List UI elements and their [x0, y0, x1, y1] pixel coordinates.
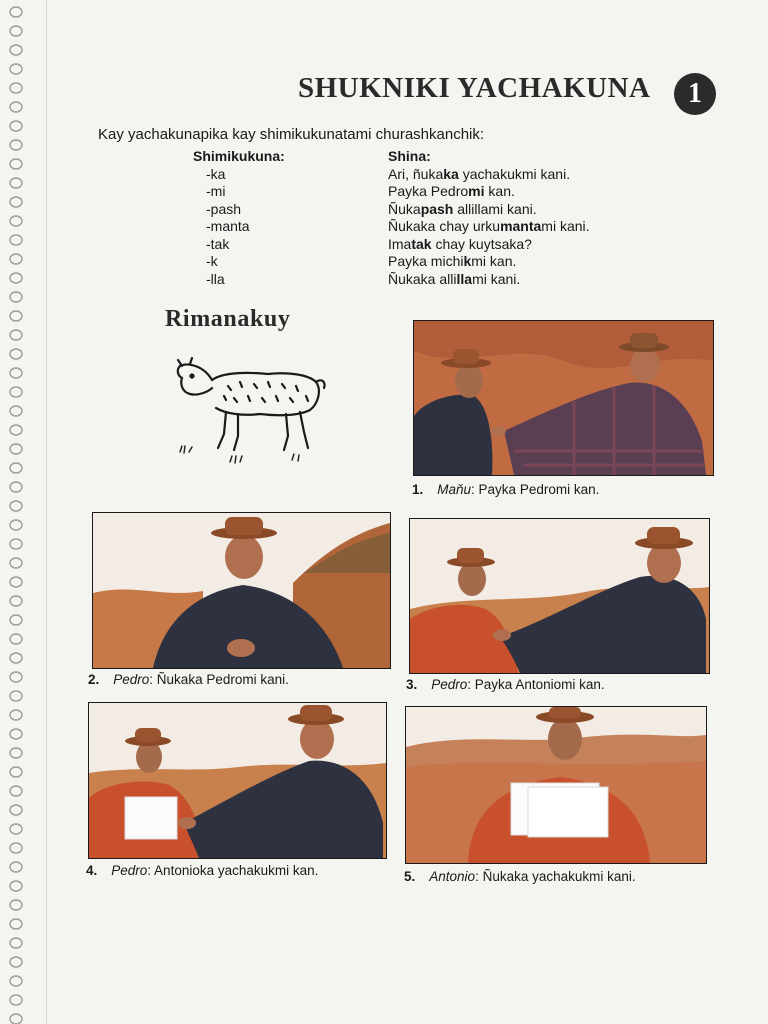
dialogue-caption-5: 5. Antonio: Ñukaka yachakukmi kani. — [404, 869, 636, 884]
example-heading: Shina: — [388, 148, 431, 164]
suffix-item: -mi — [206, 183, 226, 199]
binding-ring — [10, 368, 22, 378]
binding-ring — [10, 425, 22, 435]
example-sentence: Ñukaka allillami kani. — [388, 270, 521, 287]
binding-ring — [10, 615, 22, 625]
suffix-item: -k — [206, 253, 218, 269]
binding-ring — [10, 596, 22, 606]
binding-ring — [10, 672, 22, 682]
dialogue-photo-5 — [405, 706, 707, 864]
suffix-item: -manta — [206, 218, 250, 234]
dialogue-photo-1 — [413, 320, 714, 476]
suffix-item: -tak — [206, 235, 230, 252]
binding-ring — [10, 805, 22, 815]
binding-ring — [10, 501, 22, 511]
binding-ring — [10, 349, 22, 359]
binding-ring — [10, 7, 22, 17]
dialogue-photo-2 — [92, 512, 391, 669]
binding-ring — [10, 520, 22, 530]
binding-ring — [10, 824, 22, 834]
suffix-item: -lla — [206, 270, 225, 287]
binding-ring — [10, 634, 22, 644]
binding-ring — [10, 786, 22, 796]
binding-ring — [10, 729, 22, 739]
example-list — [388, 148, 590, 288]
page-title: SHUKNIKI YACHAKUNA — [298, 72, 651, 104]
binding-ring — [10, 995, 22, 1005]
dialogue-caption-4: 4. Pedro: Antonioka yachakukmi kan. — [86, 863, 319, 878]
binding-ring — [10, 463, 22, 473]
lesson-number-badge: 1 — [674, 73, 716, 115]
binding-ring — [10, 216, 22, 226]
suffix-list — [193, 148, 285, 288]
binding-ring — [10, 83, 22, 93]
suffix-item: -pash — [206, 200, 242, 217]
binding-ring — [10, 102, 22, 112]
dialogue-caption-3: 3. Pedro: Payka Antoniomi kan. — [406, 677, 605, 692]
binding-ring — [10, 767, 22, 777]
binding-ring — [10, 330, 22, 340]
sheep-illustration — [168, 352, 328, 470]
section-title-dialogue: Rimanakuy — [165, 306, 291, 332]
binding-ring — [10, 710, 22, 720]
binding-ring — [10, 881, 22, 891]
binding-ring — [10, 178, 22, 188]
binding-ring — [10, 976, 22, 986]
example-sentence: Ari, ñukaka yachakukmi kani. — [388, 165, 571, 182]
suffix-heading: Shimikukuna: — [193, 148, 285, 164]
binding-ring — [10, 159, 22, 169]
binding-ring — [10, 653, 22, 663]
example-sentence: Payka Pedromi kan. — [388, 183, 515, 199]
binding-ring — [10, 45, 22, 55]
binding-ring — [10, 748, 22, 758]
example-sentence: Payka michikmi kan. — [388, 253, 517, 269]
binding-ring — [10, 292, 22, 302]
binding-ring — [10, 254, 22, 264]
example-sentence: Imatak chay kuytsaka? — [388, 235, 532, 252]
page-margin-line — [46, 0, 47, 1024]
dialogue-caption-2: 2. Pedro: Ñukaka Pedromi kani. — [88, 672, 289, 687]
binding-ring — [10, 691, 22, 701]
dialogue-photo-4 — [88, 702, 387, 859]
binding-ring — [10, 482, 22, 492]
intro-text: Kay yachakunapika kay shimikukunatami churashkanchik: — [98, 126, 485, 143]
suffix-item: -ka — [206, 165, 226, 182]
binding-ring — [10, 539, 22, 549]
binding-ring — [10, 558, 22, 568]
example-sentence: Ñukapash allillami kani. — [388, 200, 537, 217]
binding-ring — [10, 311, 22, 321]
example-sentence: Ñukaka chay urkumantami kani. — [388, 218, 590, 234]
binding-ring — [10, 235, 22, 245]
binding-ring — [10, 938, 22, 948]
binding-ring — [10, 957, 22, 967]
binding-ring — [10, 406, 22, 416]
binding-ring — [10, 577, 22, 587]
binding-ring — [10, 387, 22, 397]
dialogue-caption-1: 1. Maňu: Payka Pedromi kan. — [412, 482, 600, 497]
binding-ring — [10, 26, 22, 36]
binding-ring — [10, 900, 22, 910]
dialogue-photo-3 — [409, 518, 710, 674]
binding-ring — [10, 919, 22, 929]
binding-ring — [10, 862, 22, 872]
spiral-binding — [2, 0, 30, 1024]
binding-ring — [10, 64, 22, 74]
binding-ring — [10, 444, 22, 454]
binding-ring — [10, 197, 22, 207]
binding-ring — [10, 121, 22, 131]
binding-ring — [10, 843, 22, 853]
binding-ring — [10, 140, 22, 150]
binding-ring — [10, 1014, 22, 1024]
binding-ring — [10, 273, 22, 283]
